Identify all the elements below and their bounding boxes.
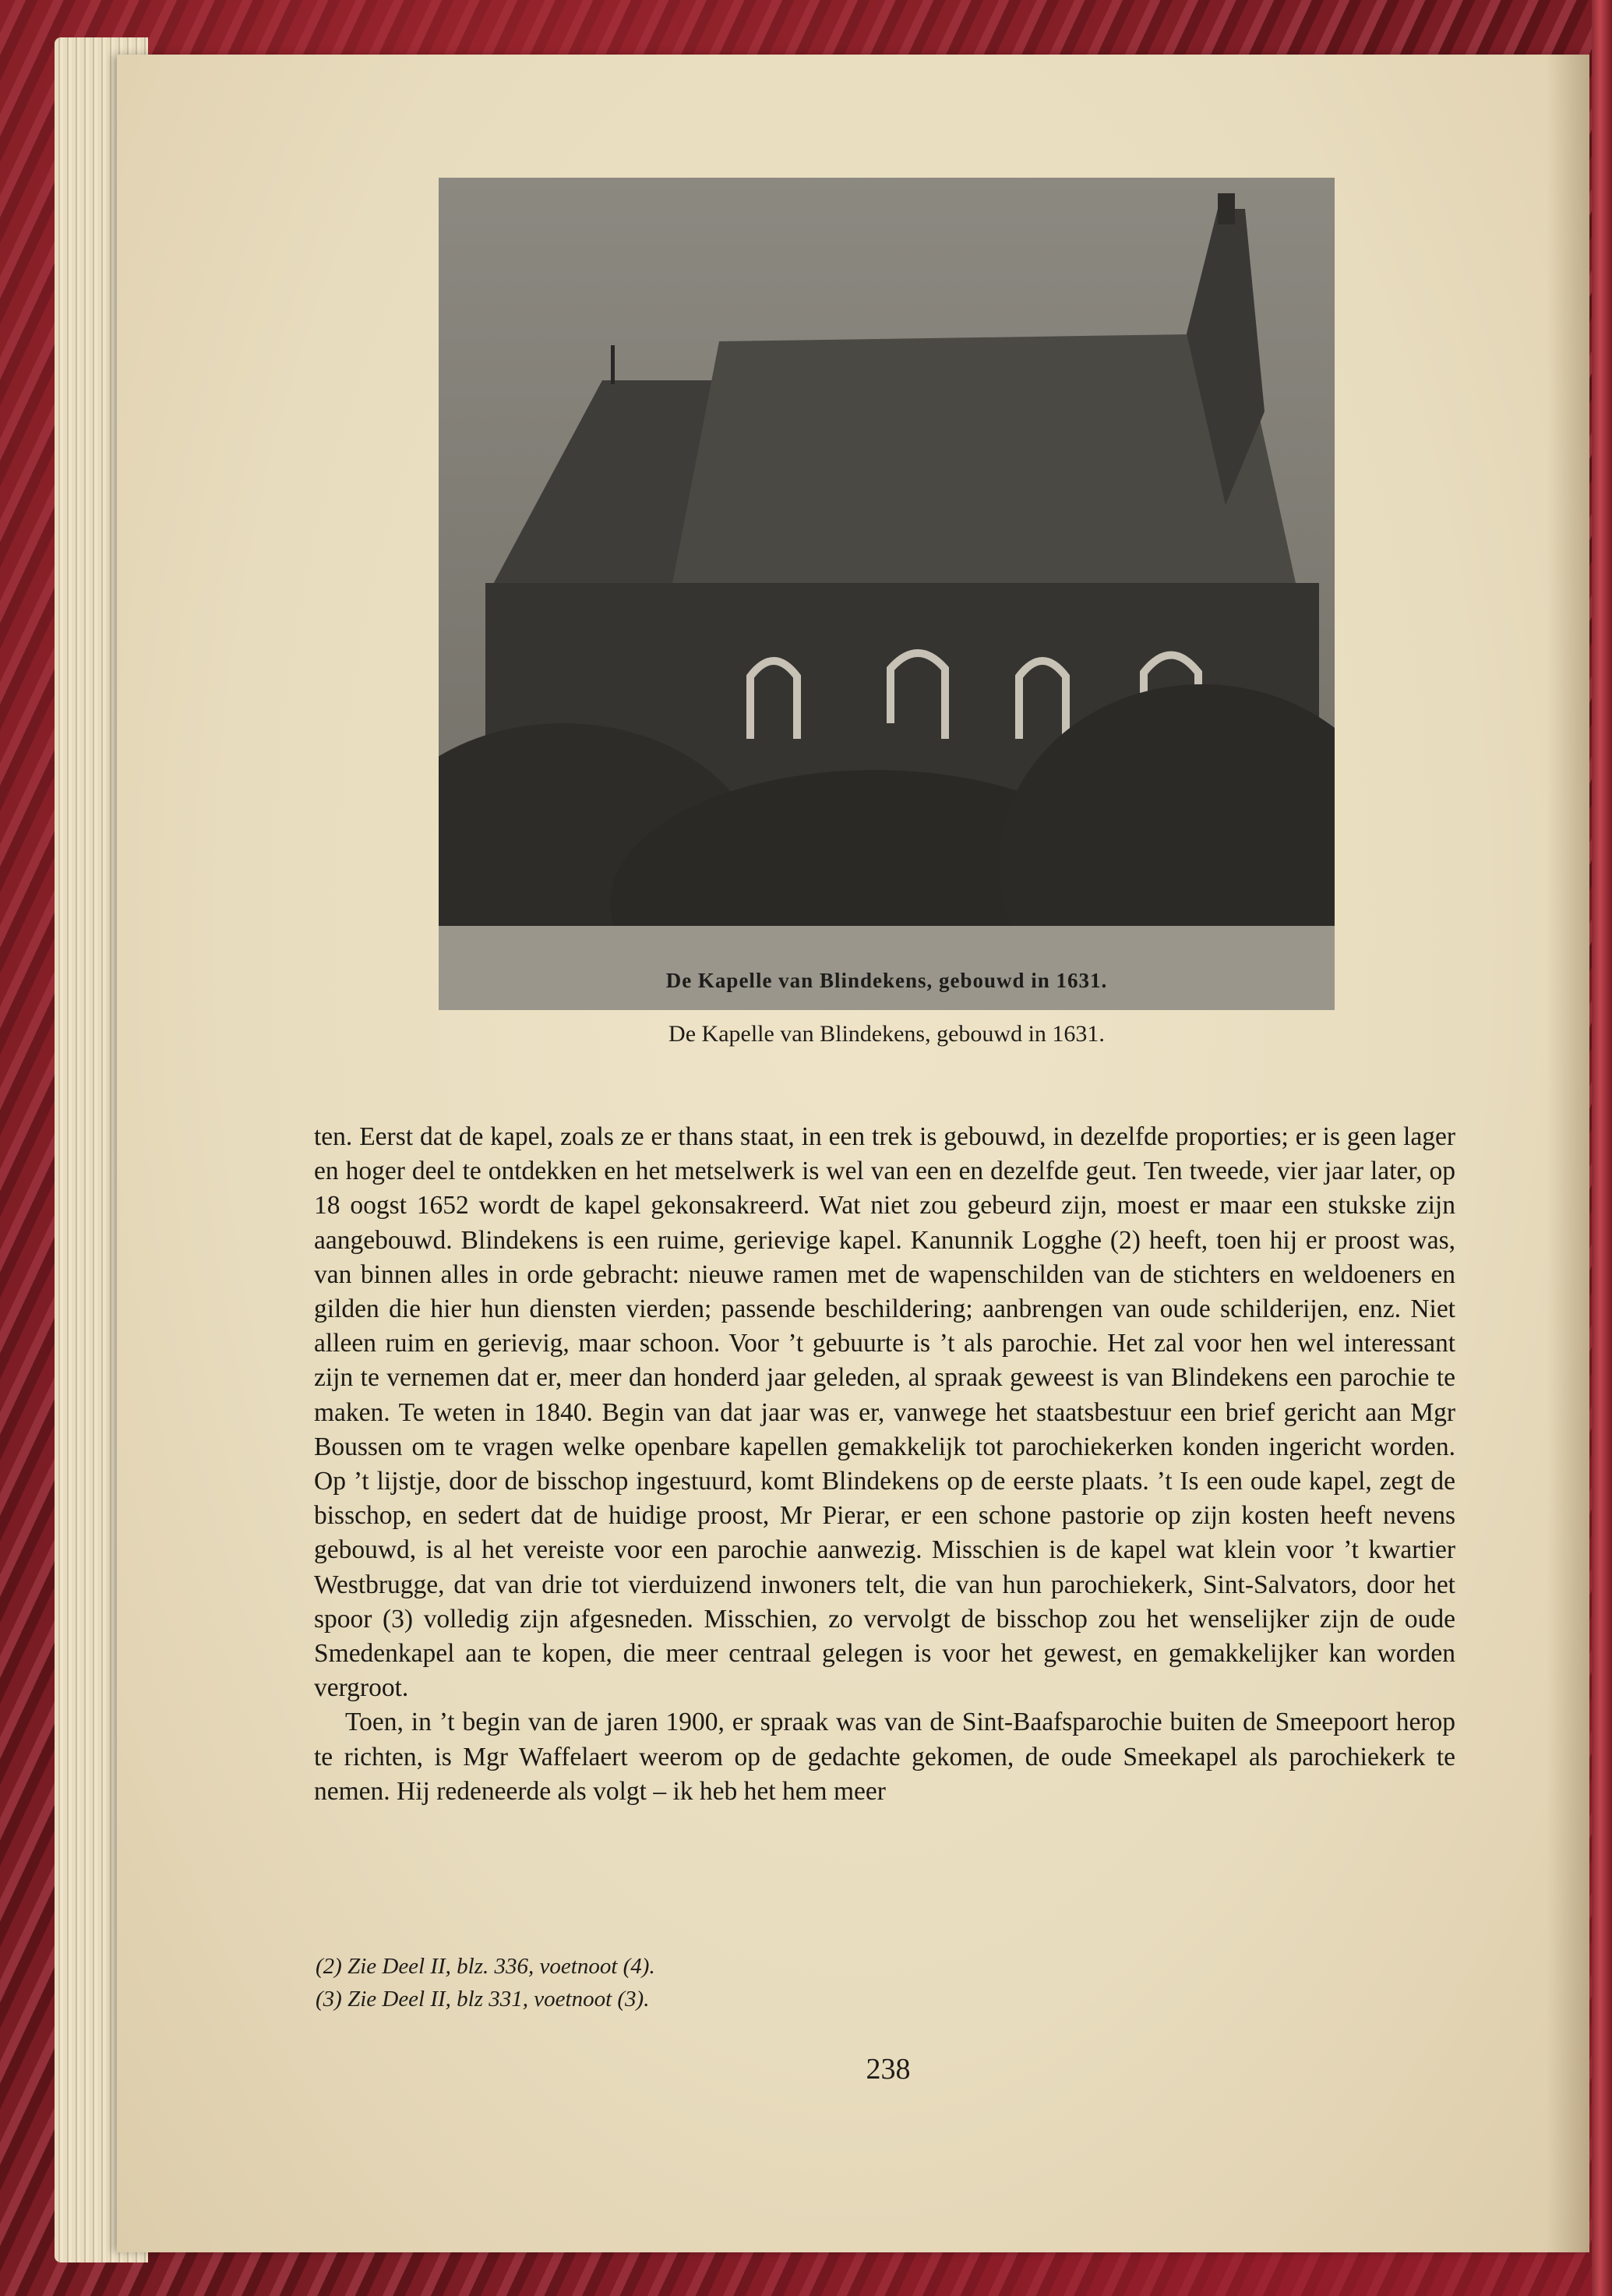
body-text <box>314 1120 1455 1809</box>
footnotes <box>316 1950 1250 2015</box>
chapel-photograph <box>439 178 1335 1010</box>
page-number: 238 <box>866 2053 911 2086</box>
chapel-illustration <box>439 178 1335 1010</box>
gutter-shadow <box>1547 55 1589 2252</box>
paragraph: ten. Eerst dat de kapel, zoals ze er thans staat, in een trek is gebouwd, in dezelfde proporties; er is geen lager en hoger deel te ontdekken en het metselwerk is wel van een en dezelfde geut. Ten tweede, vier jaar later, op 18 oogst 1652 wordt de kapel gekonsakreerd. Wat niet zou gebeurd zijn, moest er maar een stukske zijn aangebouwd. Blindekens is een ruime, gerievige kapel. Kanunnik Logghe (2) heeft, toen hij er proost was, van binnen alles in orde gebracht: nieuwe ramen met de wapenschilden van de stichters en weldoeners en gilden die hier hun diensten vierden; passende beschildering; aanbrengen van oude schilderijen, enz. Niet alleen ruim en gerievig, maar schoon. Voor ’t gebuurte is ’t als parochie. Het zal voor hen wel interessant zijn te vernemen dat er, meer dan honderd jaar geleden, al spraak geweest is van Blindekens een parochie te maken. Te weten in 1840. Begin van dat jaar was er, vanwege het staatsbestuur een brief gericht aan Mgr Boussen om te vragen welke openbare kapellen gemakkelijk tot parochiekerken konden ingericht worden. Op ’t lijstje, door de bisschop ingestuurd, komt Blindekens op de eerste plaats. ’t Is een oude kapel, zegt de bisschop, en sedert dat de huidige proost, Mr Pierar, er een schone pastorie op zijn kosten heeft nevens gebouwd, is al het vereiste voor een parochie aanwezig. Misschien is de kapel wat klein voor ’t kwartier Westbrugge, dat van drie tot vierduizend inwoners telt, die van hun parochiekerk, Sint-Salvators, door het spoor (3) volledig zijn afgesneden. Misschien, zo vervolgt de bisschop zou het wenselijker zijn de oude Smedenkapel aan te kopen, die meer centraal gelegen is voor het gewest, en gemakkelijker kan worden vergroot. <box>314 1122 1455 1703</box>
footnote: (2) Zie Deel II, blz. 336, voetnoot (4). <box>316 1954 655 1979</box>
photo-caption: De Kapelle van Blindekens, gebouwd in 1631. <box>668 1021 1105 1047</box>
paragraph: Toen, in ’t begin van de jaren 1900, er spraak was van de Sint-Baafsparochie buiten de Smeepoort herop te richten, is Mgr Waffelaert weerom op de gedachte gekomen, de oude Smeekapel als parochiekerk te nemen. Hij redeneerde als volgt – ik heb het hem meer <box>314 1708 1455 1806</box>
footnote: (3) Zie Deel II, blz 331, voetnoot (3). <box>316 1987 650 2012</box>
photo-embedded-caption: De Kapelle van Blindekens, gebouwd in 1631. <box>665 969 1108 992</box>
cover-edge <box>1592 0 1612 2296</box>
